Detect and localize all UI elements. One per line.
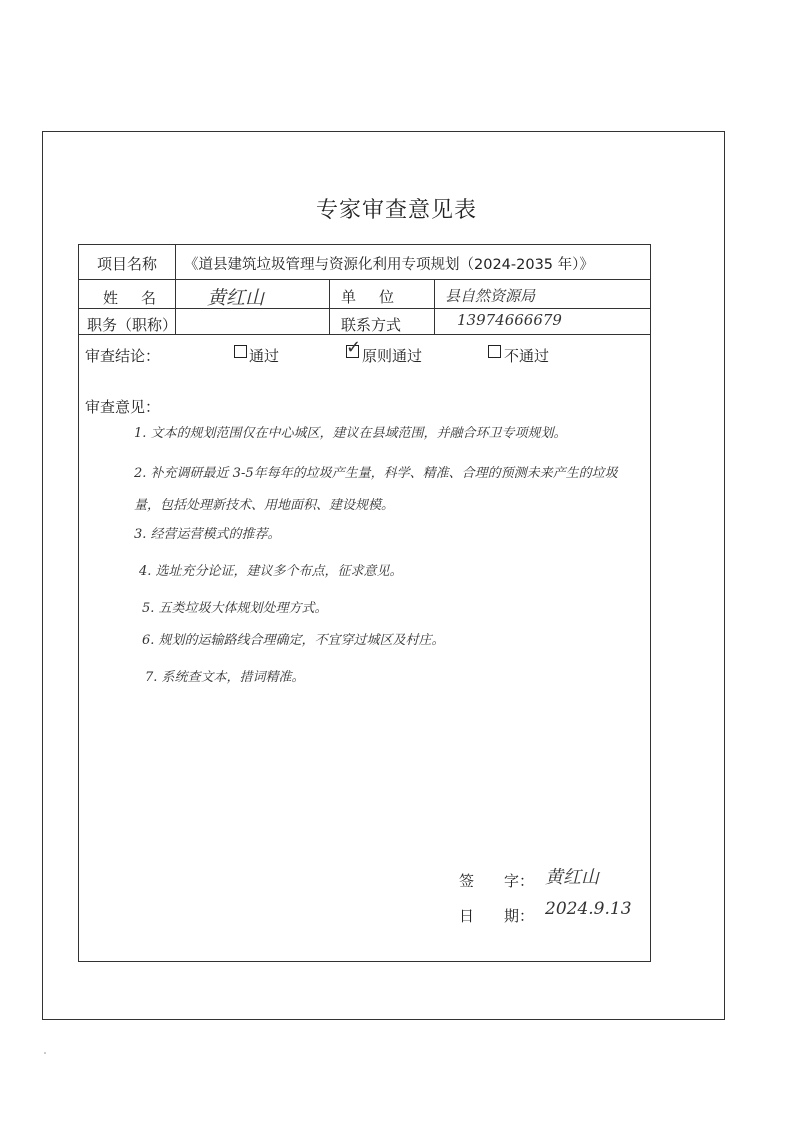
option-conditional-pass-label: 原则通过 — [362, 347, 423, 365]
opinion-item: 2. 补充调研最近 3-5年每年的垃圾产生量，科学、精准、合理的预测未来产生的垃圾量，包括处理新技术、用地面积、建设规模。 — [134, 466, 618, 513]
checkbox-fail[interactable] — [488, 345, 501, 358]
row-divider — [79, 308, 650, 309]
opinion-item: 7. 系统查文本，措词精准。 — [145, 670, 305, 685]
position-label: 职务（职称） — [87, 316, 178, 334]
opinion-item: 6. 规划的运输路线合理确定，不宜穿过城区及村庄。 — [142, 633, 445, 648]
row-divider — [79, 279, 650, 280]
opinion-item: 4. 选址充分论证，建议多个布点，征求意见。 — [139, 564, 403, 579]
scan-speck — [44, 1052, 46, 1054]
opinion-item: 1. 文本的规划范围仅在中心城区，建议在县域范围，并融合环卫专项规划。 — [134, 426, 567, 441]
column-divider — [329, 279, 330, 334]
project-value: 《道县建筑垃圾管理与资源化利用专项规划（2024-2035 年）》 — [184, 257, 594, 273]
column-divider — [434, 279, 435, 334]
contact-label: 联系方式 — [341, 316, 402, 334]
unit-label: 单 位 — [341, 288, 399, 306]
form-table — [78, 244, 651, 962]
checkbox-pass[interactable] — [234, 345, 247, 358]
signature-label: 签 字： — [459, 872, 535, 890]
name-label: 姓 名 — [103, 289, 161, 307]
name-value: 黄红山 — [207, 287, 265, 309]
opinion-item: 5. 五类垃圾大体规划处理方式。 — [142, 601, 328, 616]
project-label: 项目名称 — [97, 255, 158, 273]
signature-value: 黄红山 — [545, 867, 599, 888]
opinion-label: 审查意见： — [85, 398, 161, 416]
opinion-item: 3. 经营运营模式的推荐。 — [134, 527, 281, 542]
option-fail-label: 不通过 — [504, 347, 550, 365]
unit-value: 县自然资源局 — [445, 287, 536, 305]
checkmark-icon: ✓ — [346, 337, 362, 358]
date-label: 日 期： — [459, 907, 535, 925]
form-title: 专家审查意见表 — [315, 198, 477, 223]
date-value: 2024.9.13 — [545, 899, 632, 919]
option-pass-label: 通过 — [249, 347, 280, 365]
contact-value: 13974666679 — [457, 311, 562, 329]
conclusion-label: 审查结论： — [85, 347, 161, 365]
